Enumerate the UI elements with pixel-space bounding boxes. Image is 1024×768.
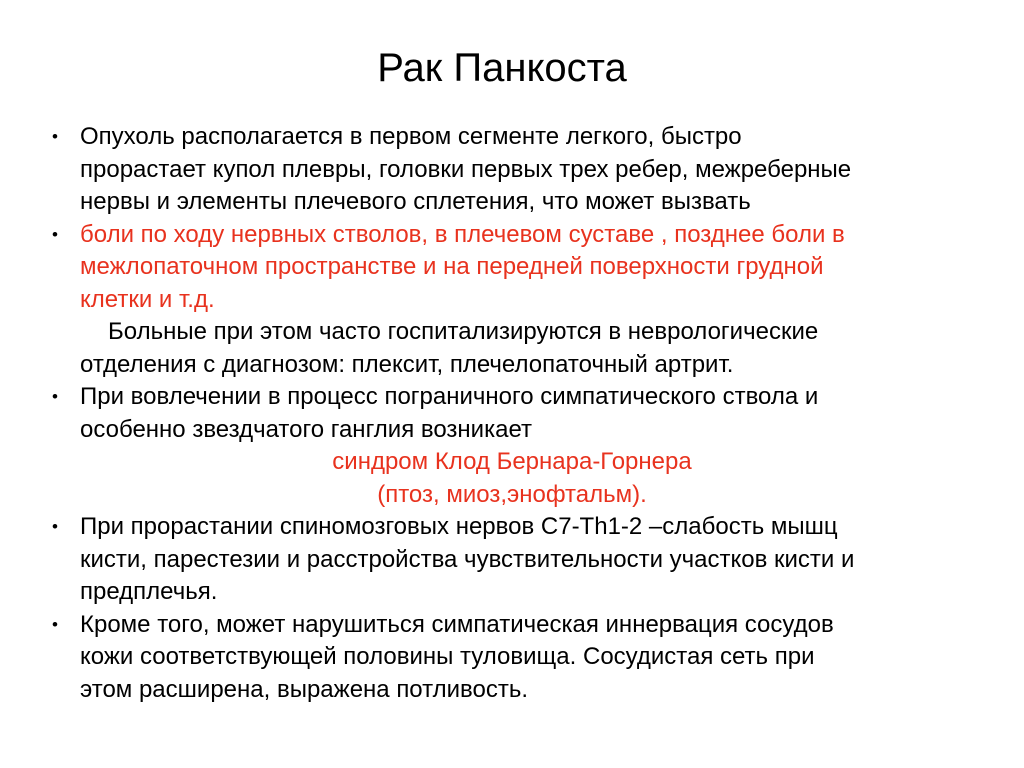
- list-item: [0, 121, 1024, 154]
- list-item-continuation: [0, 544, 1024, 577]
- bullet-icon: •: [52, 517, 58, 536]
- text-line: кожи соответствующей половины туловища. Сосудистая сеть при: [80, 643, 815, 670]
- bullet-icon: •: [52, 614, 58, 634]
- bullet-icon: •: [52, 387, 58, 406]
- highlighted-text-line: межлопаточном пространстве и на передней поверхности грудной: [80, 253, 824, 280]
- list-item-continuation: [0, 674, 1024, 707]
- list-item: [0, 609, 1024, 642]
- text-line: При вовлечении в процесс пограничного симпатического ствола и: [80, 383, 819, 410]
- list-item: [0, 511, 1024, 544]
- text-line: Опухоль располагается в первом сегменте легкого, быстро: [80, 123, 742, 150]
- text-line: этом расширена, выражена потливость.: [80, 675, 528, 703]
- list-item-continuation: [0, 641, 1024, 674]
- text-line: нервы и элементы плечевого сплетения, что может вызвать: [80, 188, 751, 215]
- text-line: особенно звездчатого ганглия возникает: [80, 415, 533, 443]
- text-line: предплечья.: [80, 578, 218, 605]
- syndrome-name: синдром Клод Бернара-Горнера: [332, 448, 692, 475]
- list-item: [0, 381, 1024, 414]
- highlighted-text-line: клетки и т.д.: [80, 285, 215, 313]
- text-line: При прорастании спиномозговых нервов С7-Th1-2 –слабость мышц: [80, 513, 838, 540]
- highlighted-text-line: боли по ходу нервных стволов, в плечевом суставе , позднее боли в: [80, 220, 845, 248]
- text-line: Кроме того, может нарушиться симпатическая иннервация сосудов: [80, 610, 834, 638]
- slide-body: [0, 121, 1024, 706]
- list-item-continuation: [0, 479, 1024, 512]
- list-item-continuation: [0, 414, 1024, 447]
- syndrome-symptoms: (птоз, миоз,энофтальм).: [377, 480, 647, 508]
- text-line: прорастает купол плевры, головки первых трех ребер, межреберные: [80, 155, 852, 183]
- list-item-continuation: [0, 154, 1024, 187]
- list-item-continuation: [0, 576, 1024, 609]
- bullet-icon: •: [52, 127, 58, 146]
- text-line: кисти, парестезии и расстройства чувствительности участков кисти и: [80, 545, 855, 573]
- slide-title: Рак Панкоста: [377, 46, 627, 90]
- list-item-continuation: [0, 251, 1024, 284]
- list-item-continuation: [0, 349, 1024, 382]
- text-line: отделения с диагнозом: плексит, плечелопаточный артрит.: [80, 350, 734, 378]
- text-line: Больные при этом часто госпитализируются в неврологические: [108, 318, 819, 345]
- list-item-continuation: [0, 186, 1024, 219]
- list-item: [0, 219, 1024, 252]
- list-item-continuation: [0, 316, 1024, 349]
- bullet-icon: •: [52, 224, 58, 244]
- list-item-continuation: [0, 446, 1024, 479]
- list-item-continuation: [0, 284, 1024, 317]
